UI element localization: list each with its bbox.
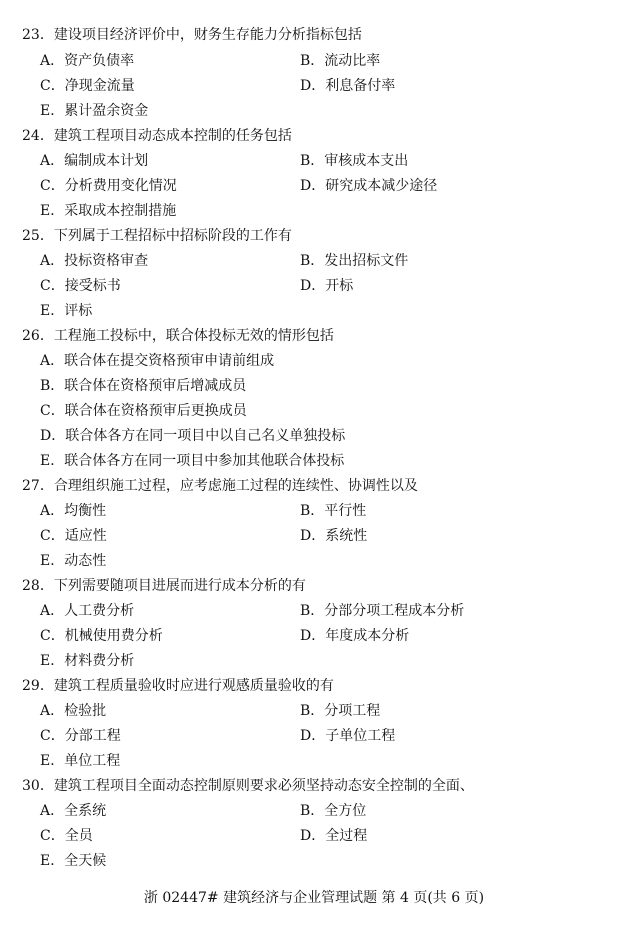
page-footer: 浙 02447# 建筑经济与企业管理试题 第 4 页(共 6 页) — [143, 890, 485, 906]
question-26-stem: 26．工程施工投标中，联合体投标无效的情形包括 — [22, 328, 334, 344]
question-24-stem: 24．建筑工程项目动态成本控制的任务包括 — [22, 128, 292, 144]
question-29-option-d: D．子单位工程 — [300, 728, 396, 744]
question-24-option-e: E．采取成本控制措施 — [40, 203, 177, 219]
question-30-option-b: B．全方位 — [300, 803, 367, 819]
question-25-option-c: C．接受标书 — [40, 278, 121, 294]
question-24-option-c: C．分析费用变化情况 — [40, 178, 177, 194]
question-25-option-e: E．评标 — [40, 303, 93, 319]
question-24-option-d: D．研究成本减少途径 — [300, 178, 438, 194]
question-27-option-b: B．平行性 — [300, 503, 367, 519]
question-28-stem: 28．下列需要随项目进展而进行成本分析的有 — [22, 578, 306, 594]
question-29-option-b: B．分项工程 — [300, 703, 381, 719]
question-27-option-a: A．均衡性 — [40, 503, 107, 519]
question-26-option-d: D．联合体各方在同一项目中以自己名义单独投标 — [40, 428, 346, 444]
question-25-option-d: D．开标 — [300, 278, 354, 294]
question-23-option-e: E．累计盈余资金 — [40, 103, 149, 119]
question-27-option-e: E．动态性 — [40, 553, 107, 569]
question-27-stem: 27．合理组织施工过程，应考虑施工过程的连续性、协调性以及 — [22, 478, 418, 494]
question-25-option-b: B．发出招标文件 — [300, 253, 409, 269]
question-27-option-c: C．适应性 — [40, 528, 107, 544]
question-29-option-a: A．检验批 — [40, 703, 107, 719]
question-26-option-e: E．联合体各方在同一项目中参加其他联合体投标 — [40, 453, 345, 469]
question-23-option-b: B．流动比率 — [300, 53, 381, 69]
question-27-option-d: D．系统性 — [300, 528, 368, 544]
question-29-stem: 29．建筑工程质量验收时应进行观感质量验收的有 — [22, 678, 334, 694]
question-24-option-b: B．审核成本支出 — [300, 153, 409, 169]
question-28-option-b: B．分部分项工程成本分析 — [300, 603, 465, 619]
question-29-option-e: E．单位工程 — [40, 753, 121, 769]
question-30-option-d: D．全过程 — [300, 828, 368, 844]
question-23-option-d: D．利息备付率 — [300, 78, 396, 94]
question-29-option-c: C．分部工程 — [40, 728, 121, 744]
question-23-stem: 23．建设项目经济评价中，财务生存能力分析指标包括 — [22, 27, 362, 43]
question-30-option-c: C．全员 — [40, 828, 93, 844]
question-23-option-c: C．净现金流量 — [40, 78, 135, 94]
question-26-option-b: B．联合体在资格预审后增减成员 — [40, 378, 247, 394]
question-23-option-a: A．资产负债率 — [40, 53, 135, 69]
question-30-option-e: E．全天候 — [40, 853, 107, 869]
question-28-option-c: C．机械使用费分析 — [40, 628, 163, 644]
question-25-option-a: A．投标资格审查 — [40, 253, 149, 269]
question-26-option-c: C．联合体在资格预审后更换成员 — [40, 403, 247, 419]
question-26-option-a: A．联合体在提交资格预审申请前组成 — [40, 353, 275, 369]
question-30-option-a: A．全系统 — [40, 803, 107, 819]
question-25-stem: 25．下列属于工程招标中招标阶段的工作有 — [22, 228, 292, 244]
question-28-option-e: E．材料费分析 — [40, 653, 135, 669]
question-24-option-a: A．编制成本计划 — [40, 153, 149, 169]
question-30-stem: 30．建筑工程项目全面动态控制原则要求必须坚持动态安全控制的全面、 — [22, 778, 474, 794]
question-28-option-a: A．人工费分析 — [40, 603, 135, 619]
question-28-option-d: D．年度成本分析 — [300, 628, 410, 644]
